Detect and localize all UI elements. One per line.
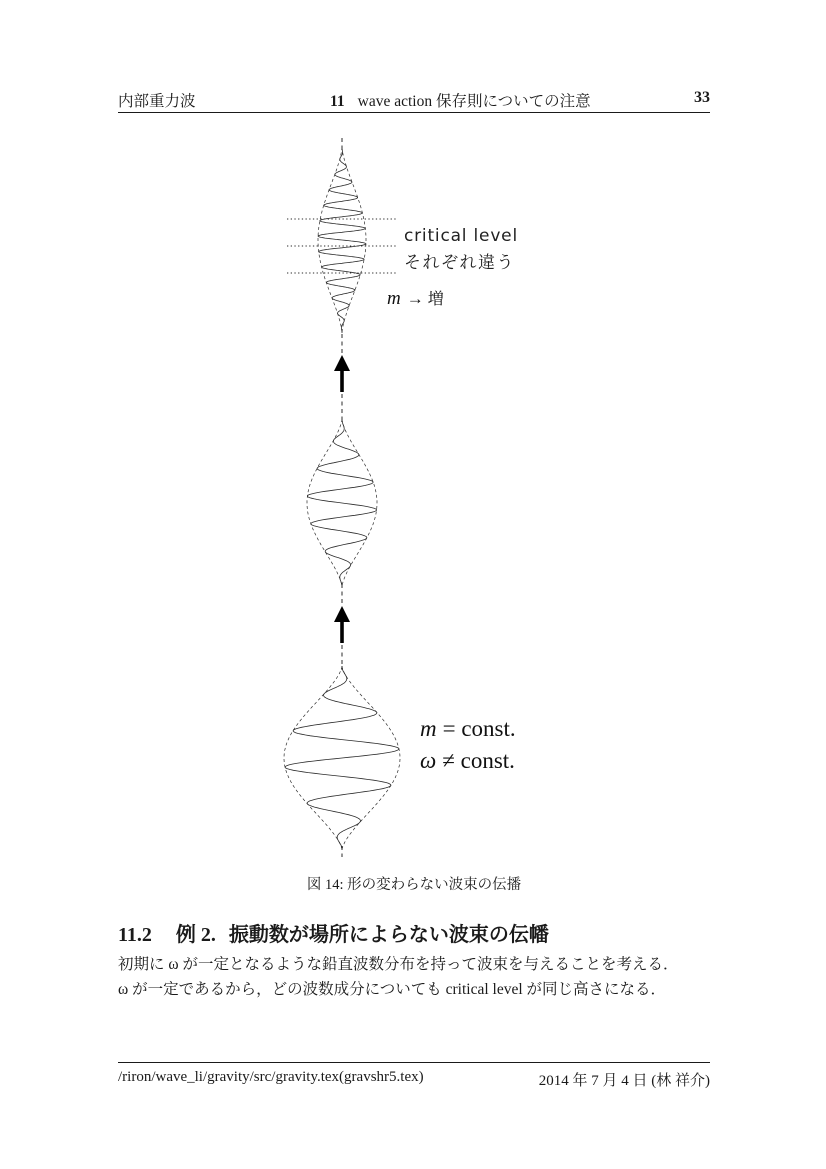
header-running-title: 内部重力波 — [118, 93, 196, 110]
right-arrow-glyph: → — [406, 289, 424, 308]
increase-text: 増 — [427, 291, 444, 308]
body-line: ω が一定であるから，どの波数成分についても critical level が同じ高さになる． — [118, 981, 667, 998]
section-heading-title: 振動数が場所によらない波束の伝幡 — [228, 924, 549, 946]
m-variable: m — [420, 716, 437, 741]
section-heading-number: 11.2 — [118, 924, 152, 946]
body-line: 初期に ω が一定となるような鉛直波数分布を持って波束を与えることを考える． — [118, 956, 679, 973]
footer-date-author: 2014 年 7 月 4 日 (林 祥介) — [538, 1073, 710, 1089]
section-heading-example: 例 2. — [175, 924, 216, 946]
footer-file-path: /riron/wave_li/gravity/src/gravity.tex(gravshr5.tex) — [118, 1069, 424, 1085]
omega-const-equation: ≠ const. — [442, 748, 515, 773]
page-number: 33 — [694, 89, 710, 106]
m-variable: m — [387, 288, 401, 309]
m-const-label — [420, 716, 516, 742]
critical-level-label: critical level — [404, 226, 518, 246]
header-section-title: wave action 保存則についての注意 — [357, 93, 591, 110]
omega-const-label — [420, 748, 515, 774]
header-section-number: 11 — [330, 93, 345, 110]
body-paragraph — [118, 952, 714, 1002]
header-section — [330, 89, 591, 111]
omega-variable: ω — [420, 748, 437, 773]
m-const-equation: = const. — [442, 716, 516, 741]
m-increase-label — [387, 286, 444, 310]
footer-rule — [118, 1062, 710, 1063]
varies-label: それぞれ違う — [404, 253, 515, 273]
figure-caption: 図 14: 形の変わらない波束の伝播 — [306, 877, 522, 893]
section-heading — [118, 918, 549, 947]
header-rule — [118, 112, 710, 113]
